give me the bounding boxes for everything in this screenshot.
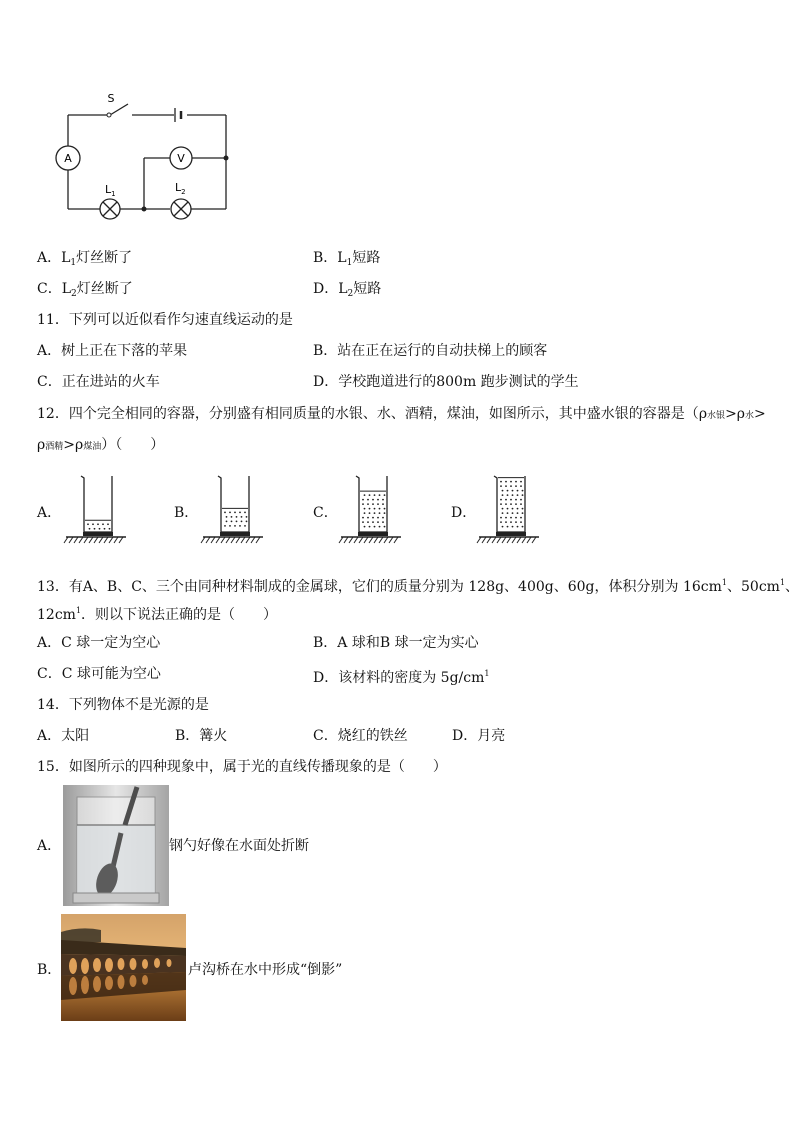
q12-option-d-label[interactable]: D． bbox=[451, 505, 477, 521]
container-base bbox=[358, 532, 388, 536]
beaker-c bbox=[339, 470, 403, 550]
q12-stem-line2: ρ酒精>ρ煤油）（ ） bbox=[37, 437, 165, 453]
q11-option-a[interactable]: A．树上正在下落的苹果 bbox=[37, 343, 188, 359]
liquid bbox=[360, 491, 386, 530]
lamp1-label: $L_1$ bbox=[105, 183, 116, 198]
lamp2-label: $L_2$ bbox=[175, 181, 186, 196]
q11-option-b[interactable]: B．站在正在运行的自动扶梯上的顾客 bbox=[313, 343, 548, 359]
switch-label: S bbox=[107, 92, 115, 105]
container-base bbox=[83, 532, 113, 536]
q14-option-b[interactable]: B．篝火 bbox=[175, 728, 228, 744]
ammeter-label: A bbox=[64, 152, 72, 165]
q11-option-d[interactable]: D．学校跑道进行的800m 跑步测试的学生 bbox=[313, 374, 579, 390]
q12-option-a-label[interactable]: A． bbox=[37, 505, 62, 521]
q15-option-a-label[interactable]: A． bbox=[37, 838, 62, 854]
voltmeter-label: V bbox=[177, 152, 185, 165]
q12-option-c-label[interactable]: C． bbox=[313, 505, 338, 521]
q13-stem: 13．有A、B、C、三个由同种材料制成的金属球，它们的质量分别为 128g、400g、60g，体积分别为 $16cm^1$、$50cm^1$、 bbox=[37, 578, 799, 595]
q14-option-d[interactable]: D．月亮 bbox=[452, 728, 506, 744]
beaker-a bbox=[64, 470, 128, 550]
q11-option-c[interactable]: C．正在进站的火车 bbox=[37, 374, 160, 390]
q15-option-b-label[interactable]: B． bbox=[37, 962, 62, 978]
q10-option-a[interactable]: A．$L_1$灯丝断了 bbox=[37, 250, 133, 268]
q14-option-a[interactable]: A．太阳 bbox=[37, 728, 90, 744]
q13-option-a[interactable]: A．C 球一定为空心 bbox=[37, 635, 161, 651]
q11-stem: 11．下列可以近似看作匀速直线运动的是 bbox=[37, 312, 293, 328]
q15-option-b-text: 卢沟桥在水中形成“倒影” bbox=[188, 962, 343, 978]
q12-option-b-label[interactable]: B． bbox=[174, 505, 199, 521]
container-base bbox=[220, 532, 250, 536]
q13-stem-line2: $12cm^1$．则以下说法正确的是（ ） bbox=[37, 606, 278, 623]
spoon-in-water-photo bbox=[63, 785, 169, 906]
q12-stem: 12．四个完全相同的容器，分别盛有相同质量的水银、水、酒精，煤油，如图所示，其中盛水银的容器是（ρ水银>ρ水> bbox=[37, 406, 766, 422]
q13-option-d[interactable]: D．该材料的密度为 $5g/cm^1$ bbox=[313, 669, 490, 686]
q10-option-d[interactable]: D．$L_2$短路 bbox=[313, 281, 382, 299]
q14-stem: 14．下列物体不是光源的是 bbox=[37, 697, 209, 713]
q15-stem: 15．如图所示的四种现象中，属于光的直线传播现象的是（ ） bbox=[37, 759, 447, 775]
q14-option-c[interactable]: C．烧红的铁丝 bbox=[313, 728, 408, 744]
container-base bbox=[496, 532, 526, 536]
beaker-b bbox=[201, 470, 265, 550]
circuit-diagram bbox=[50, 88, 250, 218]
q13-option-b[interactable]: B．A 球和B 球一定为实心 bbox=[313, 635, 479, 651]
q10-option-c[interactable]: C．$L_2$灯丝断了 bbox=[37, 281, 133, 299]
beaker-d bbox=[477, 470, 541, 550]
q15-option-a-text: 钢勺好像在水面处折断 bbox=[169, 838, 309, 854]
q10-option-b[interactable]: B．$L_1$短路 bbox=[313, 250, 381, 268]
q13-option-c[interactable]: C．C 球可能为空心 bbox=[37, 666, 161, 682]
bridge-reflection-photo bbox=[61, 914, 186, 1021]
